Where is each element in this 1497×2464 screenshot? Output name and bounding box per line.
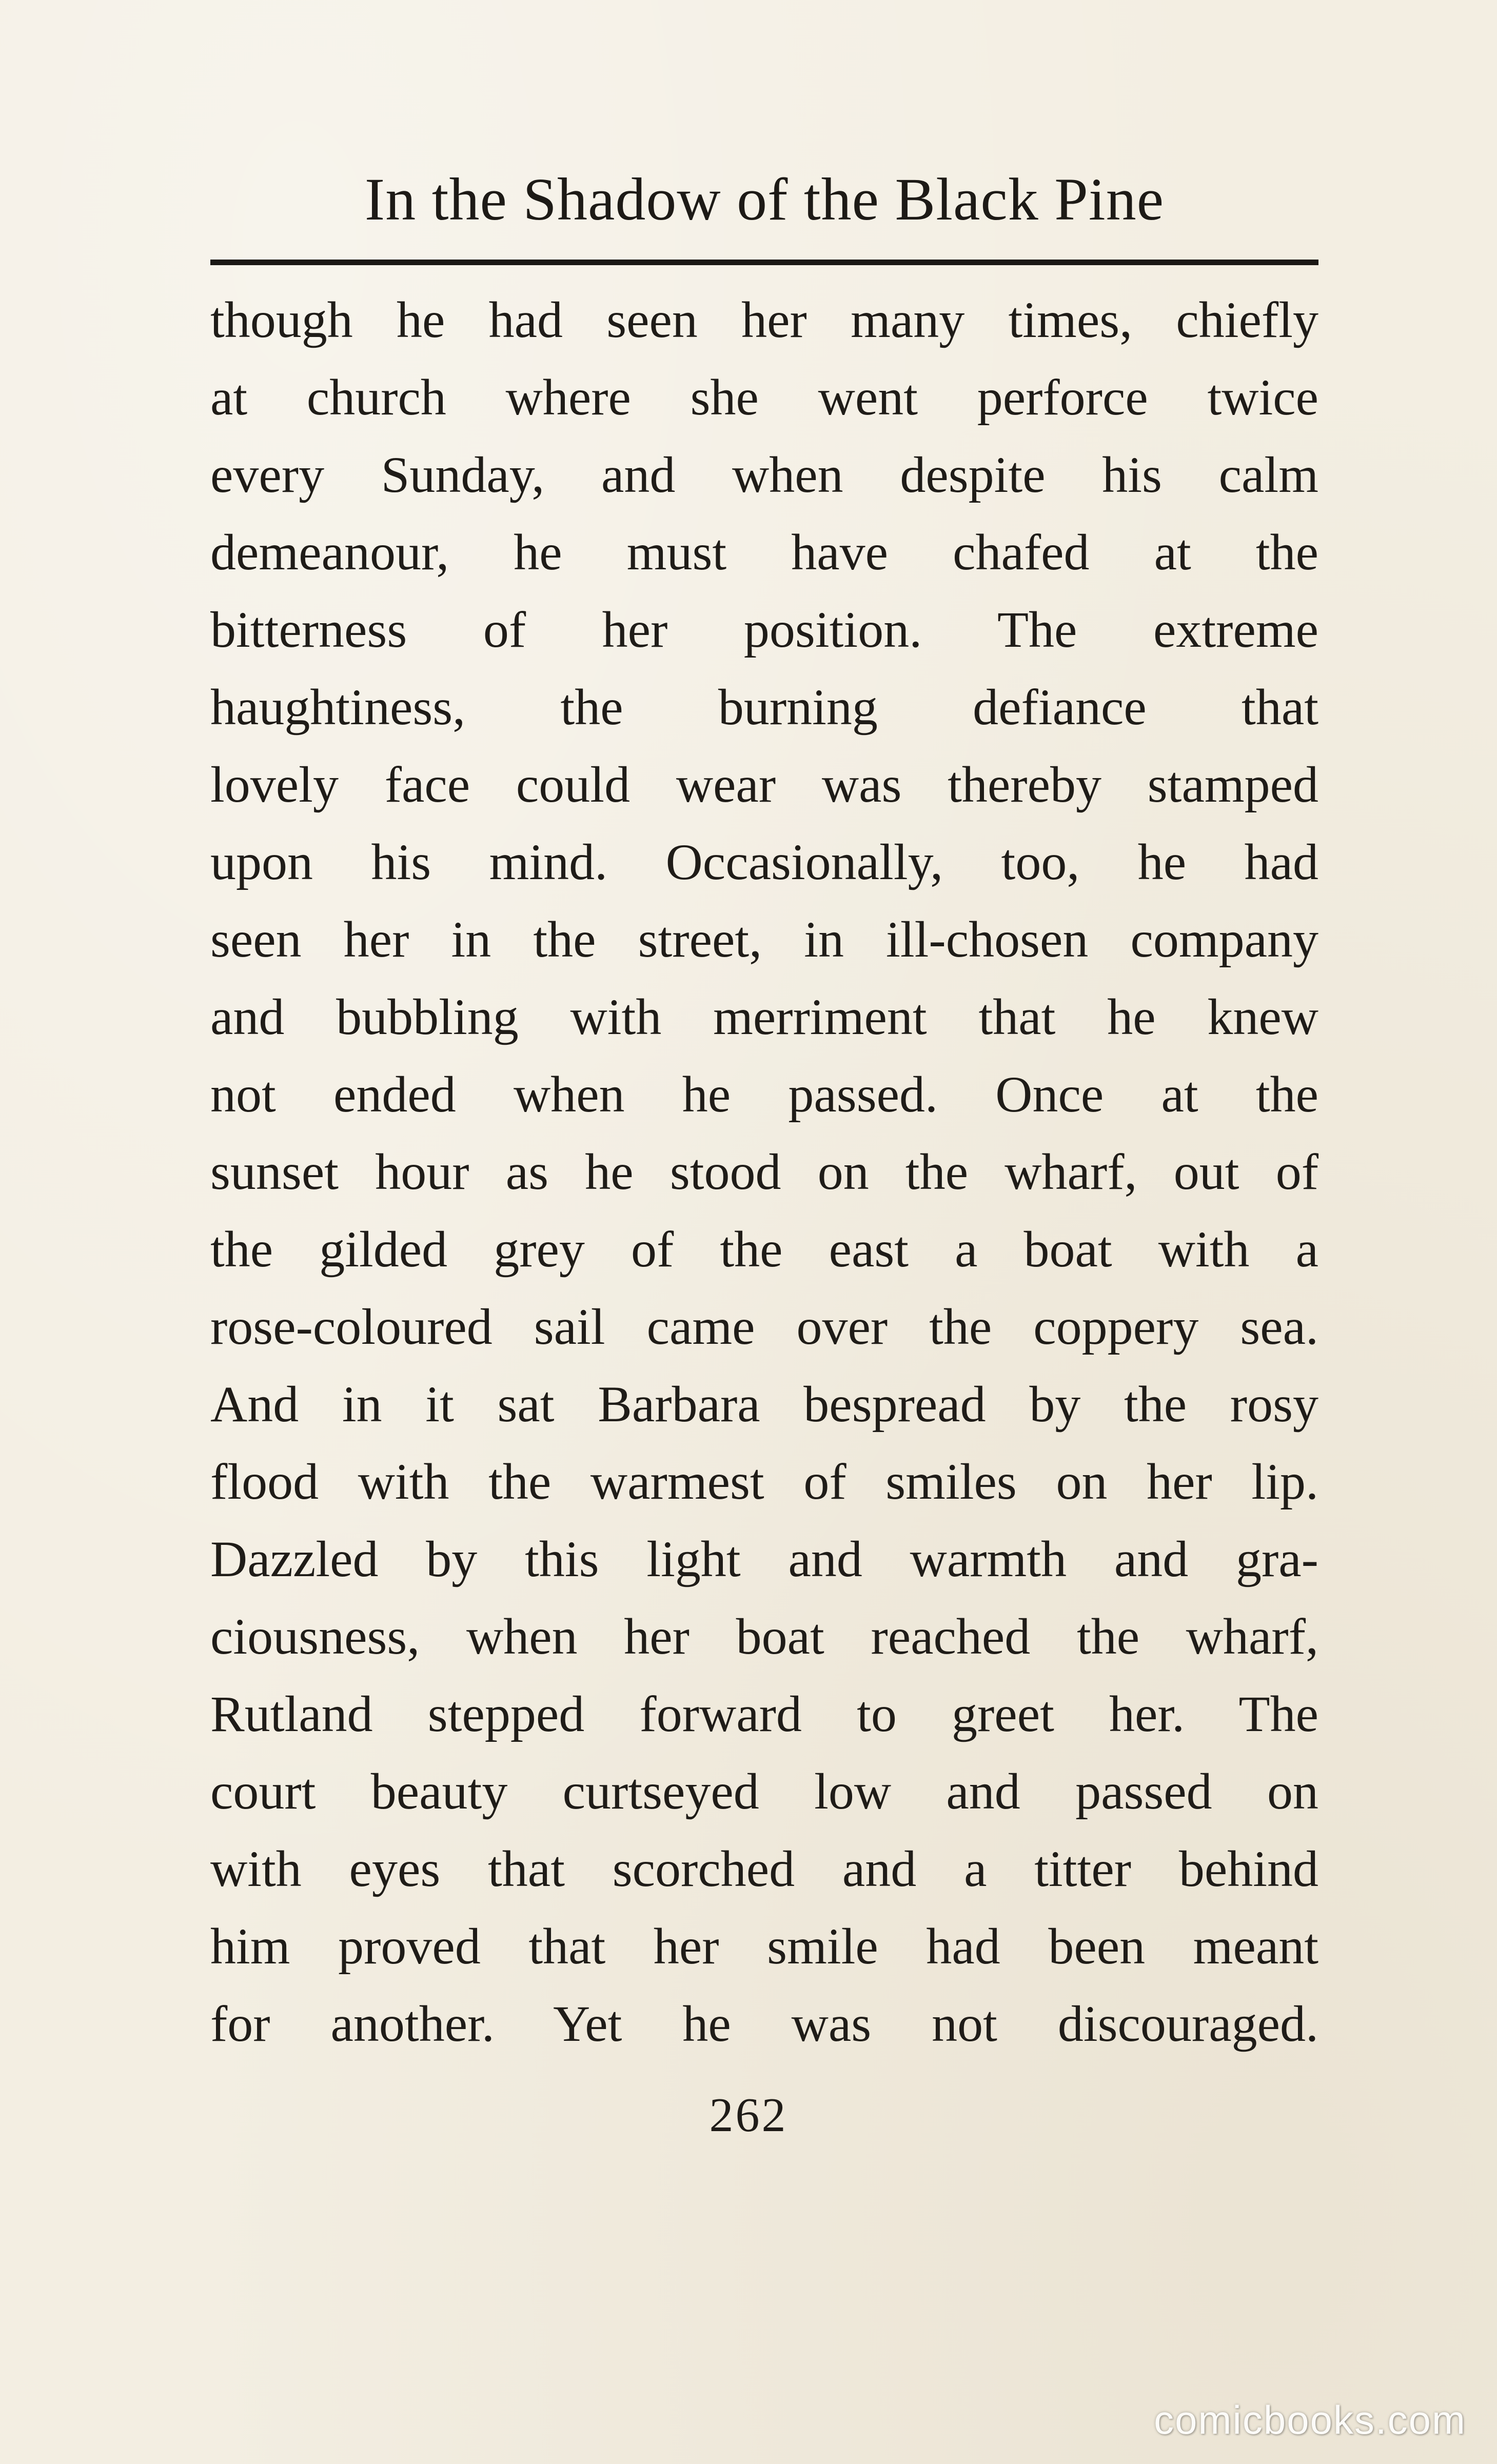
text-line: seen her in the street, in ill-chosen company	[210, 911, 1318, 968]
text-line: the gilded grey of the east a boat with a	[210, 1221, 1318, 1278]
text-line: every Sunday, and when despite his calm	[210, 446, 1318, 503]
text-line: him proved that her smile had been meant	[210, 1918, 1318, 1975]
body-text	[210, 281, 1318, 2062]
text-line: at church where she went perforce twice	[210, 369, 1318, 426]
text-line: flood with the warmest of smiles on her lip.	[210, 1453, 1318, 1510]
text-line: bitterness of her position. The extreme	[210, 601, 1318, 658]
text-line: with eyes that scorched and a titter behind	[210, 1840, 1318, 1897]
text-line: And in it sat Barbara bespread by the rosy	[210, 1376, 1318, 1433]
text-line: and bubbling with merriment that he knew	[210, 988, 1318, 1045]
header-rule	[210, 260, 1318, 265]
text-line: demeanour, he must have chafed at the	[210, 524, 1318, 581]
text-line: Rutland stepped forward to greet her. The	[210, 1685, 1318, 1742]
text-line: ciousness, when her boat reached the wharf,	[210, 1608, 1318, 1665]
text-line: lovely face could wear was thereby stamped	[210, 756, 1318, 813]
text-line: not ended when he passed. Once at the	[210, 1066, 1318, 1123]
running-head: In the Shadow of the Black Pine	[364, 166, 1165, 233]
text-line: haughtiness, the burning defiance that	[210, 679, 1318, 736]
page-number: 262	[709, 2089, 788, 2142]
text-line: for another. Yet he was not discouraged.	[210, 1995, 1318, 2052]
text-line: Dazzled by this light and warmth and gra-	[210, 1531, 1318, 1587]
text-line: court beauty curtseyed low and passed on	[210, 1763, 1318, 1820]
text-line: though he had seen her many times, chiefly	[210, 291, 1318, 348]
watermark: comicbooks.com	[1154, 2397, 1466, 2442]
text-line: sunset hour as he stood on the wharf, out of	[210, 1143, 1318, 1200]
text-line: rose-coloured sail came over the coppery sea.	[210, 1298, 1318, 1355]
text-line: upon his mind. Occasionally, too, he had	[210, 833, 1318, 890]
